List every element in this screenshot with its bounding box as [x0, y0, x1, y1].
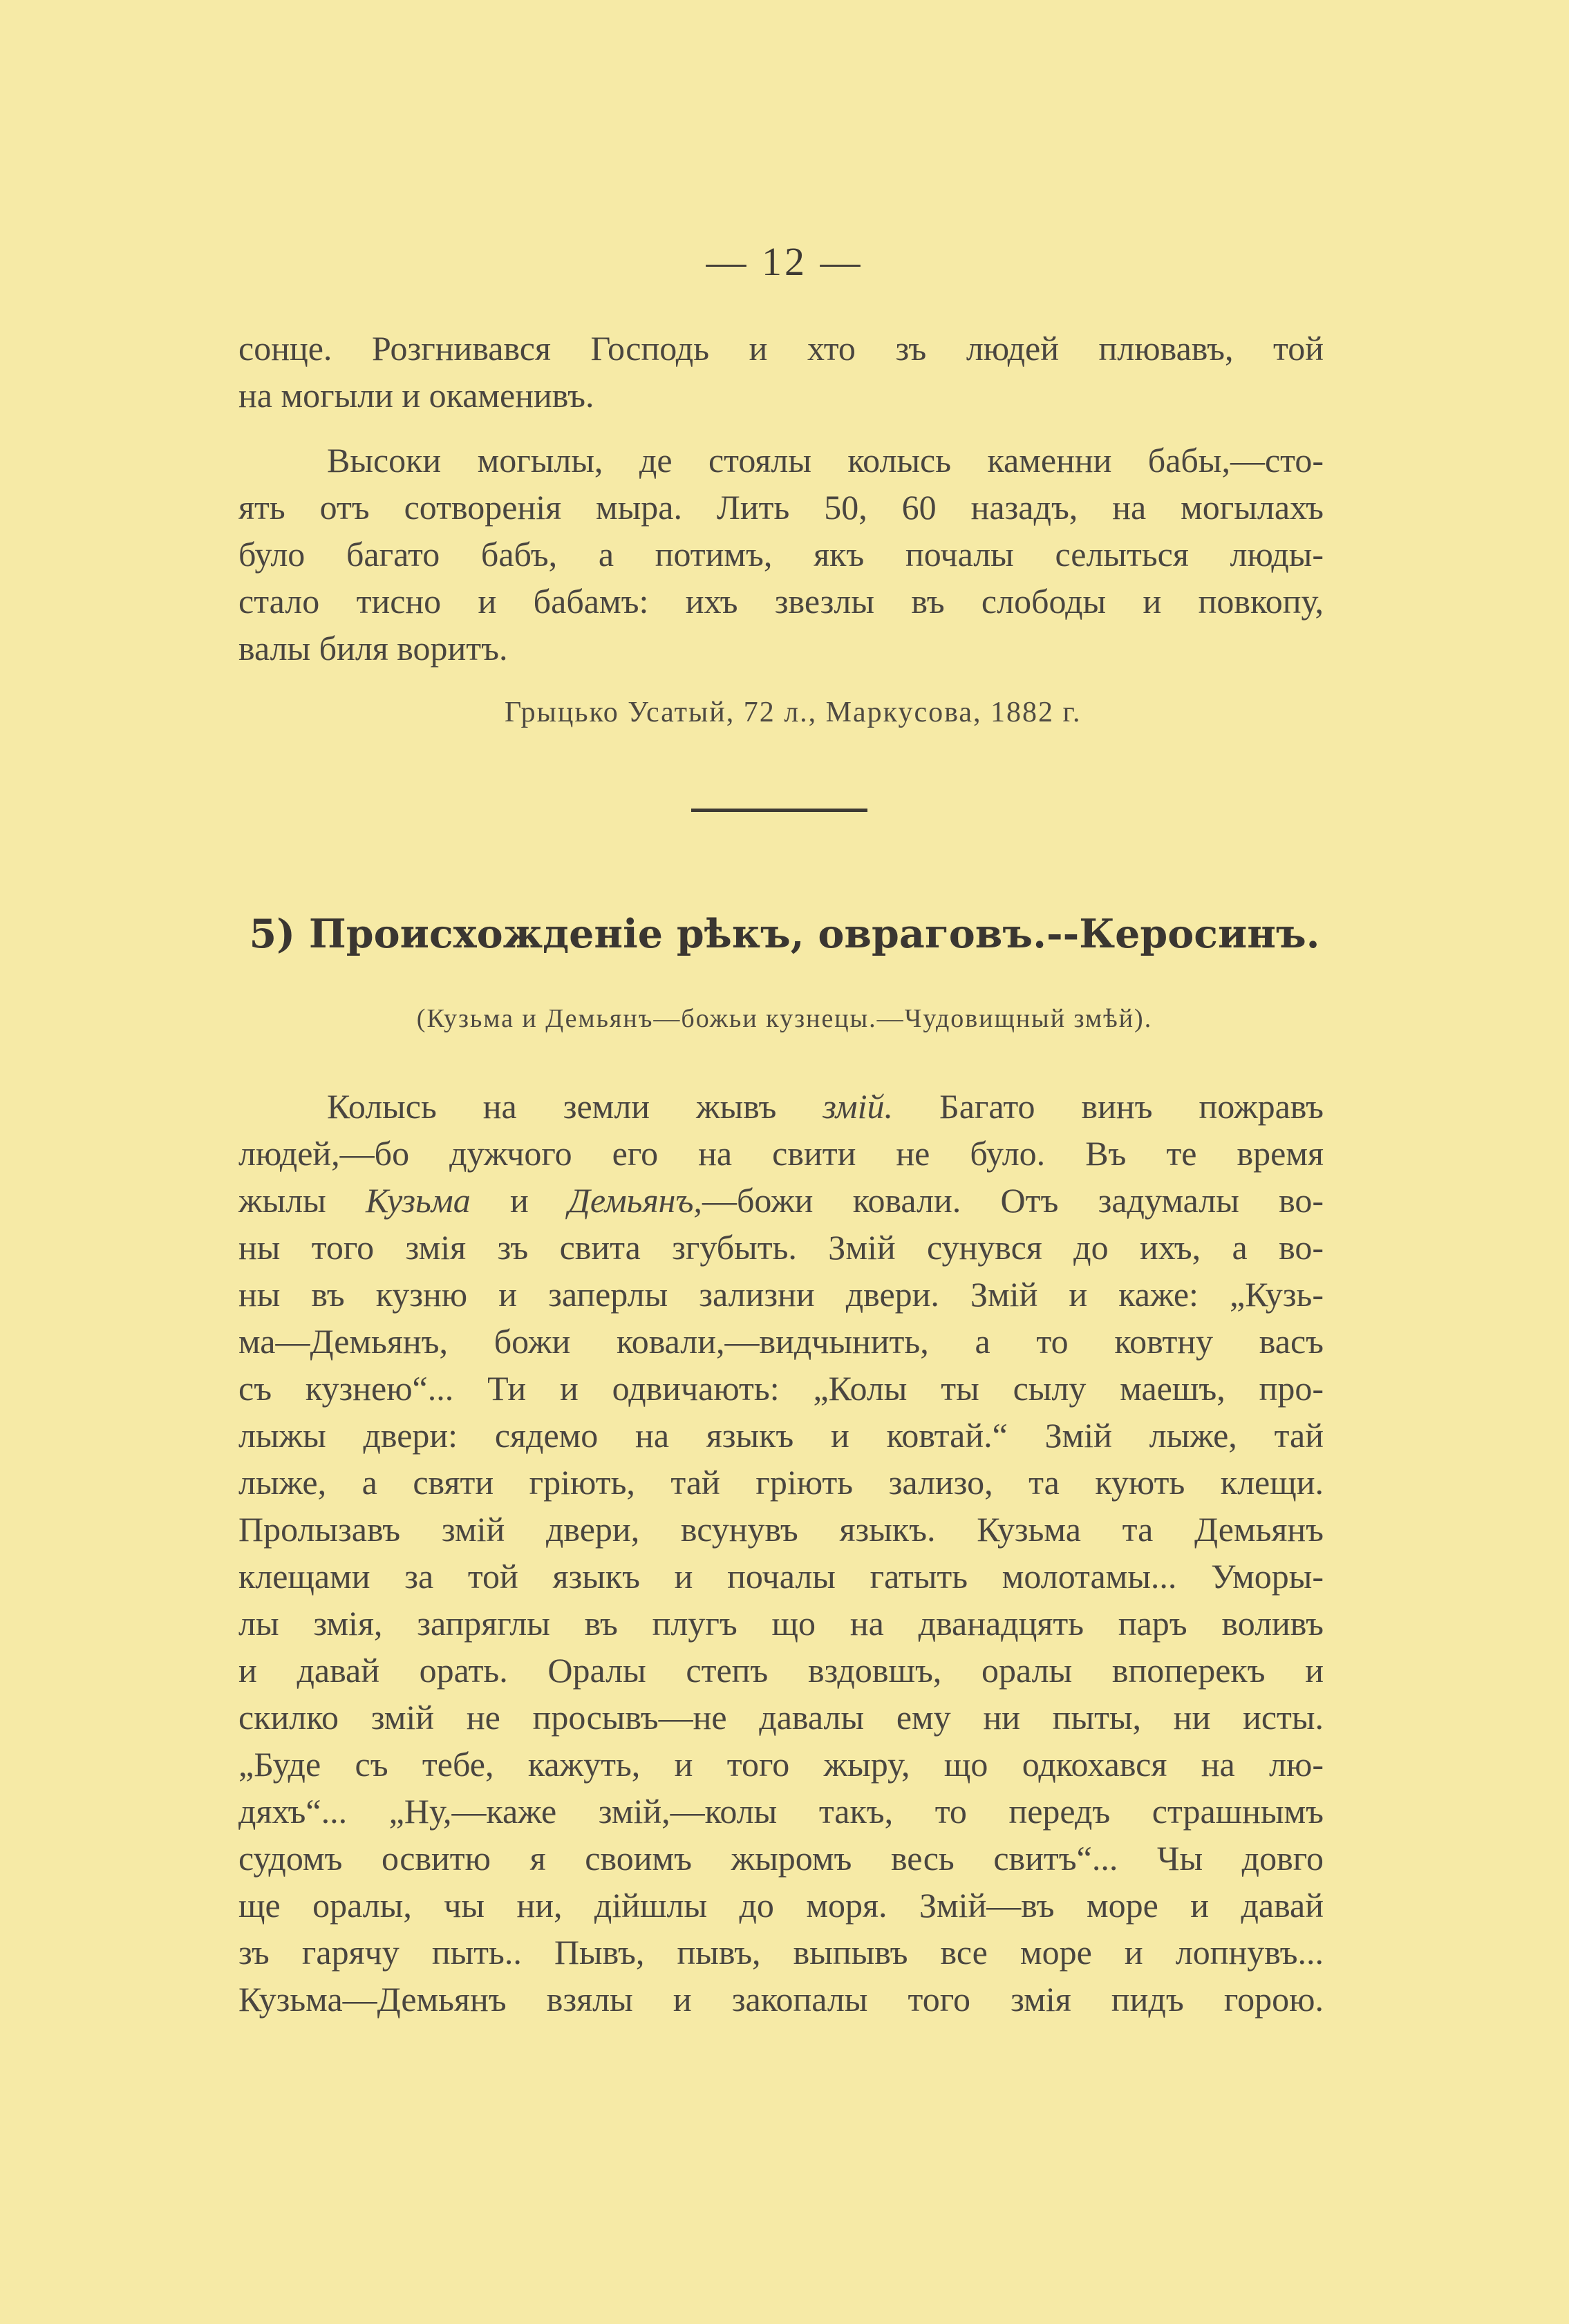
text-line: валы биля воритъ. [238, 629, 508, 668]
text-line: лыже, а святи гріють, тай гріють зализо, та кують клещи. [238, 1463, 1324, 1502]
text-line: дяхъ“... „Ну,—каже змій,—колы такъ, то передъ страшнымъ [238, 1792, 1324, 1831]
text-line: сонце. Розгнивався Господь и хто зъ людей плювавъ, той [238, 329, 1324, 368]
text-line: Высоки могылы, де стоялы колысь каменни бабы,—сто- [327, 441, 1324, 480]
text-line: людей,—бо дужчого его на свити не було. Въ те время [238, 1134, 1324, 1173]
text-line: лыжы двери: сядемо на языкъ и ковтай.“ Змій лыже, тай [238, 1416, 1324, 1455]
text-line: жылы Кузьма и Демьянъ,—божи ковали. Отъ задумалы во- [238, 1181, 1324, 1220]
text-line: ны того змія зъ свита згубыть. Змій сунувся до ихъ, а во- [238, 1228, 1324, 1267]
text-line: Пролызавъ змій двери, всунувъ языкъ. Кузьма та Демьянъ [238, 1510, 1324, 1549]
text-line: стало тисно и бабамъ: ихъ звезлы въ слободы и повкопу, [238, 582, 1324, 621]
text-line: Кузьма—Демьянъ взялы и закопалы того змія пидъ горою. [238, 1980, 1324, 2019]
text-line: ще оралы, чы ни, дійшлы до моря. Змій—въ море и давай [238, 1886, 1324, 1925]
text-line: на могыли и окаменивъ. [238, 376, 594, 415]
section-subtitle: (Кузьма и Демьянъ—божьи кузнецы.—Чудовищный змѣй). [416, 1004, 1153, 1033]
section-divider [691, 809, 867, 812]
text-line: зъ гарячу пыть.. Пывъ, пывъ, выпывъ все море и лопнувъ... [238, 1933, 1324, 1972]
text-line: и давай орать. Оралы степъ вздовшъ, оралы впоперекъ и [238, 1651, 1324, 1690]
text-line: „Буде съ тебе, кажуть, и того жыру, що одкохався на лю- [238, 1745, 1324, 1784]
text-line: ны въ кузню и заперлы зализни двери. Змій и каже: „Кузь- [238, 1275, 1324, 1314]
text-line: скилко змій не просывъ—не давалы ему ни пыты, ни исты. [238, 1698, 1324, 1737]
text-line: клещами за той языкъ и почалы гатыть молотамы... Уморы- [238, 1557, 1324, 1596]
section-title: 5) Происхожденіе рѣкъ, овраговъ.--Керосинъ. [249, 911, 1320, 957]
text-line: було багато бабъ, а потимъ, якъ почалы селыться люды- [238, 535, 1324, 574]
page-number: — 12 — [706, 239, 863, 284]
text-line: ма—Демьянъ, божи ковали,—видчынить, а то ковтну васъ [238, 1322, 1324, 1361]
text-line: Колысь на земли жывъ змій. Багато винъ пожравъ [327, 1087, 1324, 1126]
text-line: ять отъ сотворенія мыра. Лить 50, 60 назадъ, на могылахъ [238, 488, 1324, 527]
attribution: Грыцько Усатый, 72 л., Маркусова, 1882 г. [505, 697, 1082, 728]
text-line: судомъ освитю я своимъ жыромъ весь свитъ“... Чы довго [238, 1839, 1324, 1878]
text-line: съ кузнею“... Ти и одвичають: „Колы ты сылу маешъ, про- [238, 1369, 1324, 1408]
text-line: лы змія, запряглы въ плугъ що на дванадцять паръ воливъ [238, 1604, 1324, 1643]
